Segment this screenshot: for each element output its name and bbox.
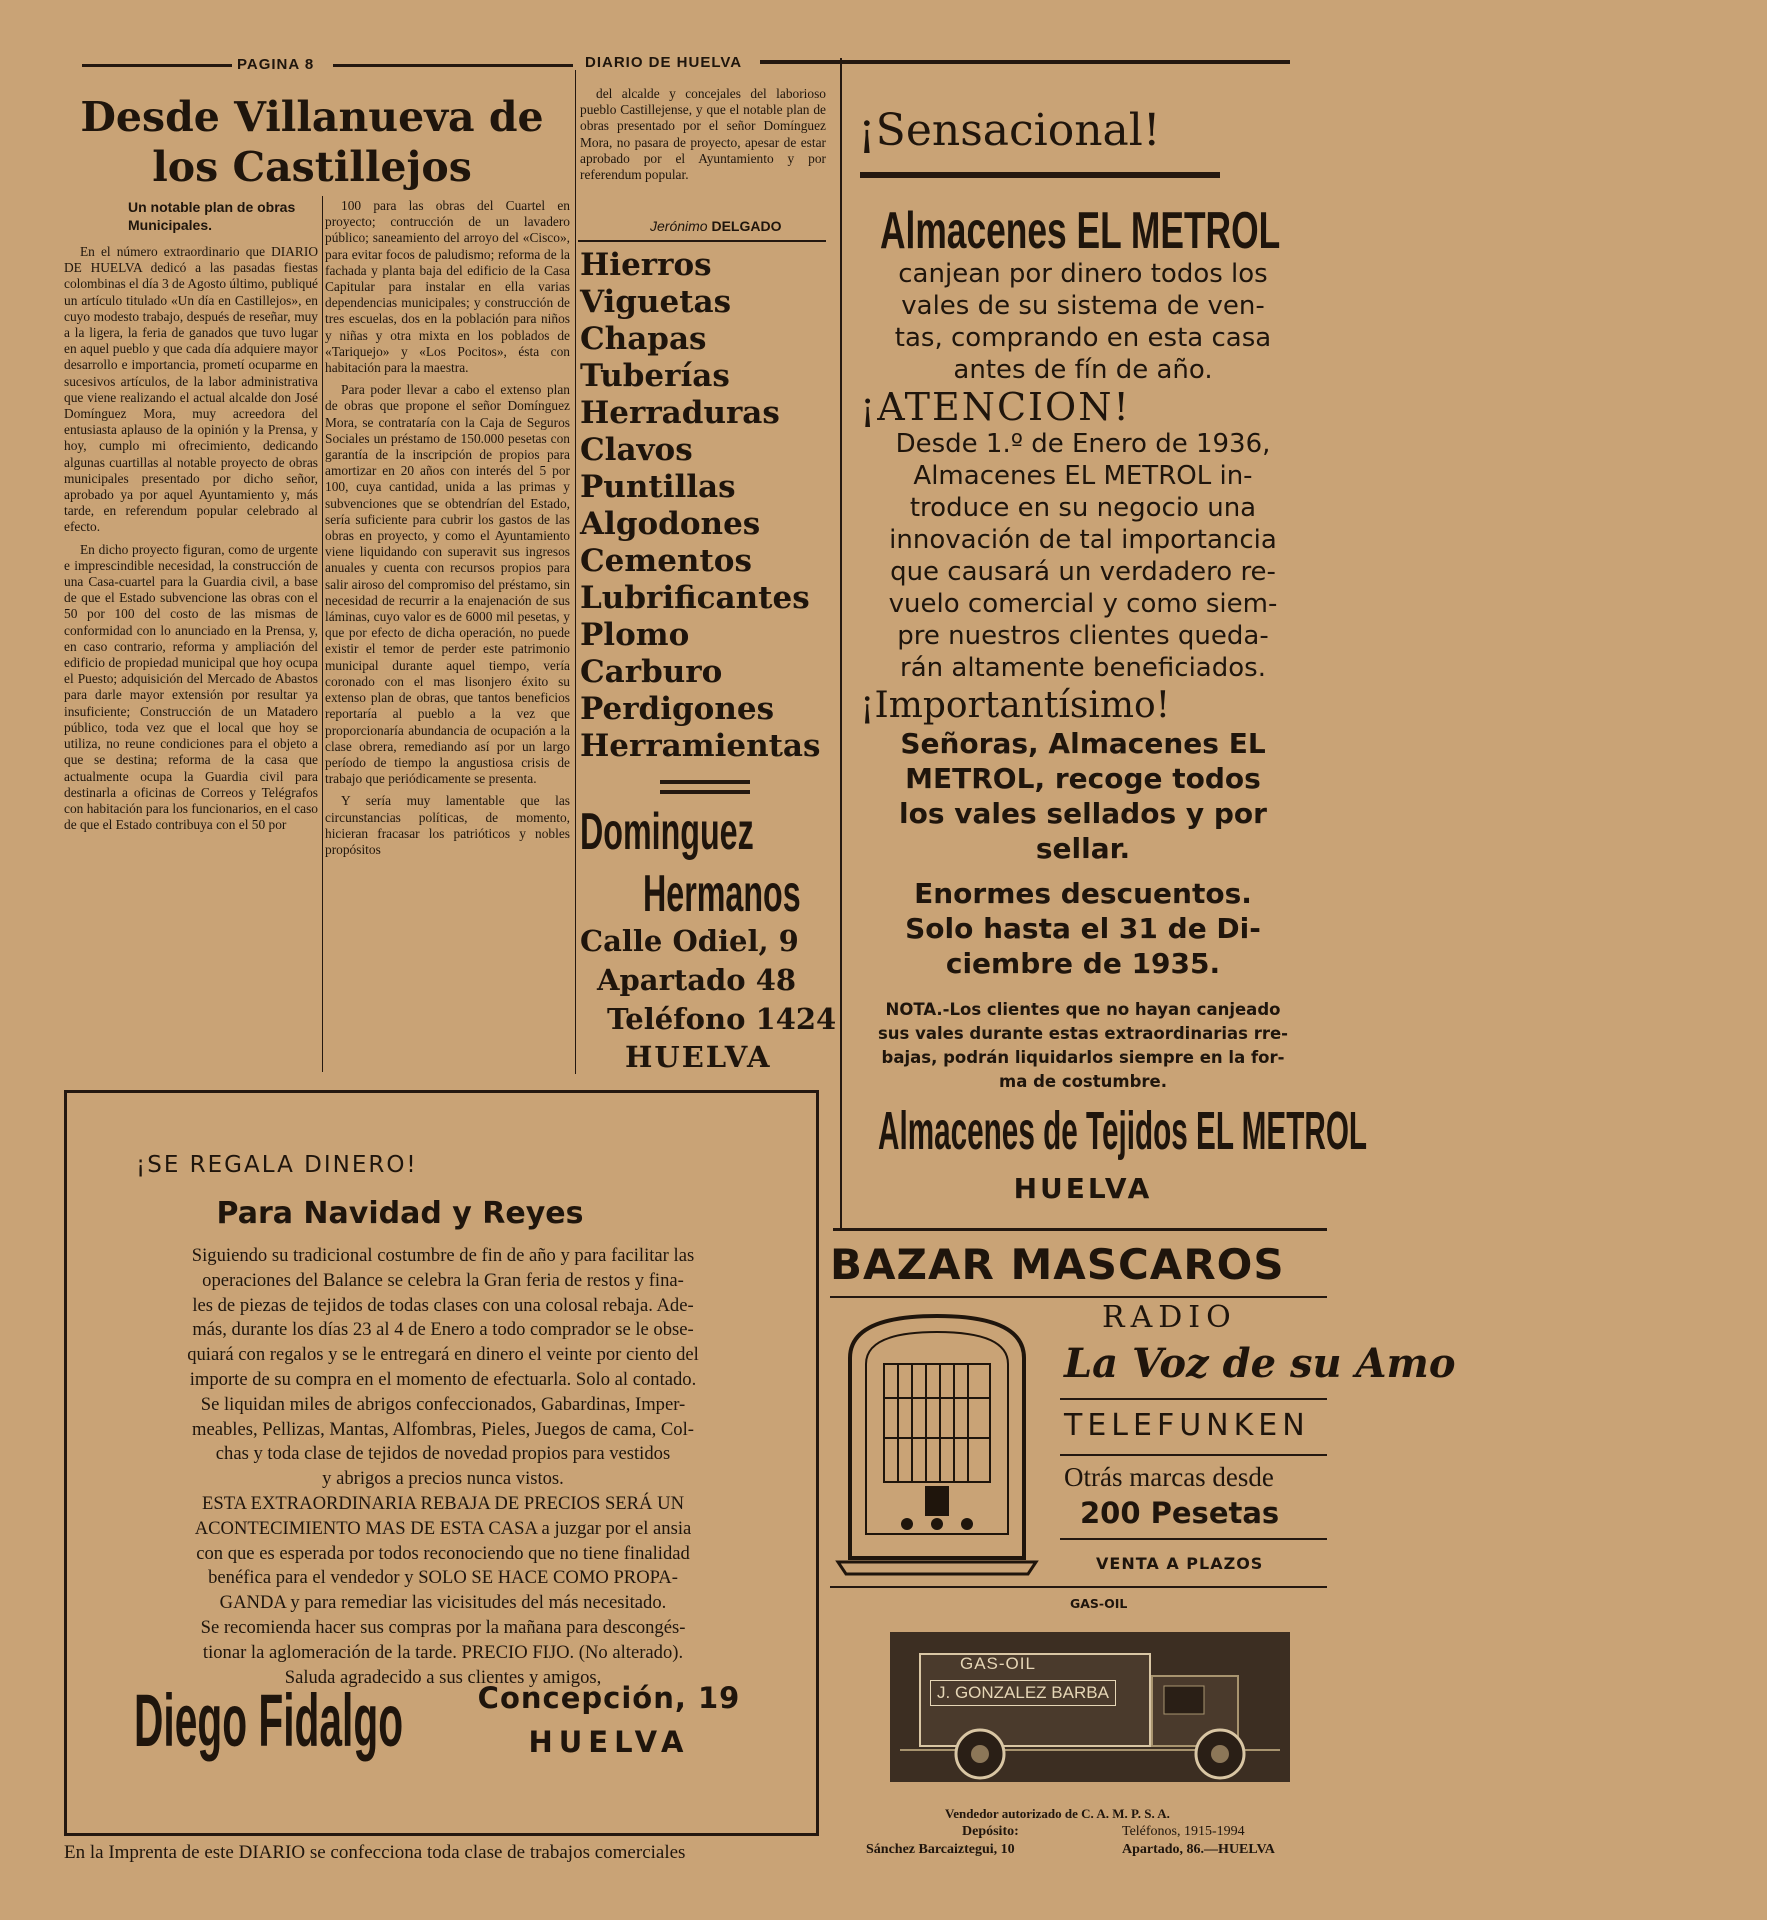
- article-paragraph: Para poder llevar a cabo el extenso plan de obras que propone el señor Domínguez Mora, se contrataría con la Caja de Seguros Sociales un préstamo de 150.000 pesetas con garantía de la inscripción de propios para amortizar en 20 años con interés del 5 por 100, cuya cantidad, unida a las primas y subvenciones que se obtendrían del Estado, sería suficiente para cubrir los gastos de las obras en proyecto, y como el Ayuntamiento viene liquidando con superavit sus ingresos anuales y cuenta con recursos propios para salir airoso del compromiso del préstamo, sin necesidad de recurrir a la enajenación de sus láminas, cuyo valor es de 6000 mil pesetas, y que por efecto de dicha operación, no puede existir el temor de perder este patrimonio municipal durante aquel tiempo, vería coronado con el mas lisonjero éxito su extenso plan de obras, que tantos beneficios reportaría al pueblo a la vez que proporcionaría abundancia de ocupación a la clase obrera, remediando así por un largo período de tiempo la angustiosa crisis de trabajo que periódicamente se presenta.: [325, 382, 570, 787]
- metrol-atencion: ¡ATENCION!: [860, 385, 1131, 429]
- bazar-bottom-rule: [830, 1586, 1327, 1588]
- hardware-item: Puntillas: [580, 469, 736, 505]
- bazar-title-rule: [830, 1296, 1327, 1298]
- metrol-atencion-line: Almacenes EL METROL in-: [913, 461, 1253, 491]
- metrol-senoras-line: Señoras, Almacenes EL: [900, 727, 1266, 760]
- regala-body-line: más, durante los días 23 al 4 de Enero a todo comprador se le obse-: [192, 1319, 694, 1341]
- regala-address-block: [454, 1676, 764, 1764]
- metrol-footer-city: HUELVA: [1013, 1172, 1153, 1205]
- column-divider-2: [575, 70, 576, 1074]
- regala-body-line: benéfica para el vendedor y SOLO SE HACE COMO PROPA-: [208, 1567, 678, 1589]
- bazar-slogan-box: [1064, 1340, 1456, 1396]
- hardware-item: Cementos: [580, 543, 752, 579]
- article-paragraph: En el número extraordinario que DIARIO DE HUELVA dedicó a las pasadas fiestas colombinas el día 3 de Agosto último, publiqué un artículo titulado «Un día en Castillejos», en cuyo modesto trabajo, después de reseñar, muy a la ligera, la feria de ganados que tuvo lugar en aquel pueblo y que cada día adquiere mayor desarrollo e importancia, prometí ocuparme en sucesivos artículos, de la labor administrativa que viene realizando el actual alcalde don José Domínguez Mora, muy acreedora del entusiasta aplauso de la opinión y la Prensa, y hoy, cumplo mi ofrecimiento, dedicando algunas cuartillas al notable proyecto de obras municipales presentado por dicho señor, aprobado ya por aquel Ayuntamiento y, más tarde, en referendum popular celebrado al efecto.: [64, 244, 318, 535]
- metrol-descuentos-line: Enormes descuentos.: [914, 877, 1252, 910]
- page-number: PAGINA 8: [237, 56, 315, 73]
- metrol-atencion-line: vuelo comercial y como siem-: [888, 589, 1278, 619]
- regala-signature-box: [134, 1676, 494, 1766]
- hardware-rule-2: [660, 790, 750, 794]
- article-title-line-1: Desde Villanueva de: [80, 93, 544, 141]
- metrol-atencion-line: que causará un verdadero re-: [890, 557, 1276, 587]
- article-column-1: [64, 244, 318, 1074]
- regala-body-line: tionar la aglomeración de la tarde. PRECIO FIJO. (No alterado).: [202, 1641, 684, 1663]
- regala-address: Concepción, 19: [477, 1681, 741, 1715]
- article-paragraph: Y sería muy lamentable que las circunstancias políticas, de momento, hicieran fracasar los patrióticos y nobles propósitos: [325, 793, 570, 857]
- metrol-descuentos: [848, 876, 1318, 981]
- hardware-company-line-1-box: [580, 802, 840, 862]
- regala-body-line: les de piezas de tejidos de todas clases con una colosal rebaja. Ade-: [192, 1294, 694, 1316]
- article-byline: [650, 218, 781, 234]
- article-paragraph: del alcalde y concejales del laborioso pueblo Castillejense, y que el notable plan de obras presentado por el señor Domínguez Mora, no pasara de proyecto, apesar de estar aprobado por el Ayuntamiento y por referendum popular.: [580, 86, 826, 183]
- hardware-item: Clavos: [580, 432, 693, 468]
- article-paragraph: En dicho proyecto figuran, como de urgente e imprescindible necesidad, la construcción de una Casa-cuartel para la Guardia civil, a base de que el Estado subvencione las obras con el 50 por 100 del costo de las mismas de conformidad con lo anunciado en la Prensa, y, en caso contrario, reforma y ampliación del edificio de propiedad municipal que hoy ocupa el Puesto; adquisición del Mercado de Abastos para darle mayor extensión por resultar ya insuficiente; Construcción de un Matadero público, toda vez que el local que hoy se utiliza, no reune condiciones para el objeto a que se destina; reforma de la casa que actualmente ocupa la Guardia civil para destinarla a oficinas de Correos y Telégrafos con habitación para los funcionarios, en el caso de que el Estado contribuya con el 50 por: [64, 541, 318, 833]
- regala-body-line: Se liquidan miles de abrigos confeccionados, Gabardinas, Imper-: [200, 1393, 686, 1415]
- hardware-item: Plomo: [580, 617, 690, 653]
- truck-sign-1: GAS-OIL: [960, 1654, 1036, 1673]
- truck-sign-2: J. GONZALEZ BARBA: [930, 1680, 1116, 1706]
- regala-headline: ¡SE REGALA DINERO!: [136, 1152, 418, 1178]
- metrol-senoras-line: sellar.: [1035, 832, 1131, 865]
- header-rule-left: [82, 64, 232, 67]
- regala-body-line: importe de su compra en el momento de efectuarla. Solo al contado.: [189, 1368, 697, 1390]
- hardware-address: Calle Odiel, 9: [580, 924, 799, 958]
- gasoil-vendor: Vendedor autorizado de C. A. M. P. S. A.: [945, 1806, 1170, 1821]
- bazar-brand-box: [1064, 1408, 1327, 1452]
- metrol-nota-line: NOTA.-Los clientes que no hayan canjeado: [885, 1000, 1281, 1019]
- regala-signature: Diego Fidalgo: [134, 1679, 404, 1762]
- metrol-nota-line: sus vales durante estas extraordinarias rre-: [877, 1024, 1289, 1043]
- article-subtitle: Un notable plan de obras Municipales.: [128, 199, 296, 233]
- hardware-company-line-2: Hermanos: [643, 865, 801, 923]
- hardware-telefono: Teléfono 1424: [607, 1002, 837, 1036]
- metrol-footer-brand-box: [878, 1098, 1368, 1164]
- bazar-radio: RADIO: [1102, 1300, 1237, 1335]
- column-divider-1: [322, 196, 323, 1072]
- metrol-senoras-line: METROL, recoge todos: [905, 762, 1261, 795]
- regala-body: [128, 1244, 758, 1690]
- article-title: [62, 92, 562, 192]
- byline-rule: [578, 240, 826, 242]
- hardware-item: Hierros: [580, 247, 712, 283]
- metrol-headline: ¡Sensacional!: [858, 105, 1161, 156]
- article-column-3: [580, 86, 826, 216]
- article-paragraph: 100 para las obras del Cuartel en proyecto; contrucción de un lavadero público; saneamiento del arroyo del «Cisco», para evitar focos de paludismo; reforma de la fachada y planta baja del edificio de la Casa Capitular para instalar en ella varias dependencias municipales; y construcción de tres escuelas, dos en la población para niños y niñas y otra mixta en los poblados de «Tariquejo» y «Los Pocitos», ésta con habitación para la maestra.: [325, 198, 570, 376]
- metrol-headline-rule: [860, 172, 1220, 178]
- metrol-descuentos-line: Solo hasta el 31 de Di-: [905, 912, 1261, 945]
- metrol-senoras: [848, 726, 1318, 866]
- metrol-atencion-body: [848, 428, 1318, 684]
- gasoil-heading: GAS-OIL: [1070, 1596, 1128, 1611]
- hardware-item: Carburo: [580, 654, 723, 690]
- regala-body-line: Saluda agradecido a sus clientes y amigos,: [284, 1666, 602, 1688]
- metrol-brand: Almacenes EL METROL: [880, 202, 1281, 260]
- metrol-senoras-line: los vales sellados y por: [899, 797, 1267, 830]
- metrol-nota: [848, 998, 1318, 1094]
- hardware-company-line-2-box: [643, 864, 843, 924]
- metrol-atencion-line: rán altamente beneficiados.: [900, 653, 1266, 683]
- gasoil-apartado: Apartado, 86.—HUELVA: [1122, 1842, 1275, 1857]
- metrol-atencion-line: troduce en su negocio una: [909, 493, 1257, 523]
- bazar-price-rule: [1060, 1538, 1327, 1540]
- metrol-footer-brand: Almacenes de Tejidos EL METROL: [878, 1101, 1368, 1161]
- metrol-atencion-line: innovación de tal importancia: [889, 525, 1277, 555]
- article-column-2: [325, 198, 570, 1074]
- metrol-intro: [848, 258, 1318, 386]
- metrol-border-bottom: [833, 1228, 1327, 1231]
- byline-first-name: Jerónimo: [650, 218, 708, 234]
- gasoil-deposito-label: Depósito:: [962, 1824, 1019, 1839]
- bazar-brand-rule: [1060, 1454, 1327, 1456]
- metrol-intro-line: vales de su sistema de ven-: [901, 291, 1265, 321]
- metrol-descuentos-line: ciembre de 1935.: [945, 947, 1221, 980]
- metrol-nota-line: bajas, podrán liquidarlos siempre en la for-: [881, 1048, 1285, 1067]
- regala-body-line: meables, Pellizas, Mantas, Alfombras, Pieles, Juegos de cama, Col-: [192, 1418, 694, 1440]
- hardware-item: Chapas: [580, 321, 707, 357]
- metrol-atencion-line: pre nuestros clientes queda-: [897, 621, 1269, 651]
- bazar-slogan: La Voz de su Amo: [1064, 1340, 1456, 1387]
- hardware-items-list: [580, 247, 830, 765]
- bazar-plazos: VENTA A PLAZOS: [1096, 1554, 1264, 1573]
- masthead: DIARIO DE HUELVA: [585, 54, 743, 71]
- hardware-item: Lubrificantes: [580, 580, 810, 616]
- bazar-otras-box: [1064, 1462, 1327, 1500]
- regala-body-line: con que es esperada por todos reconociendo que no tiene finalidad: [196, 1542, 690, 1564]
- hardware-rule-1: [660, 780, 750, 784]
- gasoil-phones: Teléfonos, 1915-1994: [1122, 1824, 1245, 1839]
- regala-body-line: y abrigos a precios nunca vistos.: [322, 1468, 564, 1490]
- regala-body-line: operaciones del Balance se celebra la Gran feria de restos y fina-: [202, 1269, 684, 1291]
- regala-city: HUELVA: [528, 1725, 690, 1759]
- regala-body-line: ESTA EXTRAORDINARIA REBAJA DE PRECIOS SERÁ UN: [202, 1492, 684, 1514]
- metrol-intro-line: tas, comprando en esta casa: [894, 323, 1272, 353]
- regala-body-line: quiará con regalos y se le entregará en dinero el veinte por ciento del: [187, 1344, 699, 1366]
- hardware-city: HUELVA: [625, 1040, 772, 1074]
- metrol-brand-box: [880, 200, 1300, 262]
- regala-body-line: ACONTECIMIENTO MAS DE ESTA CASA a juzgar por el ansia: [194, 1517, 692, 1539]
- bazar-brand: TELEFUNKEN: [1064, 1408, 1310, 1443]
- metrol-intro-line: antes de fín de año.: [953, 355, 1213, 385]
- metrol-intro-line: canjean por dinero todos los: [898, 259, 1268, 289]
- bazar-slogan-rule: [1060, 1398, 1327, 1400]
- metrol-importantisimo: ¡Importantísimo!: [860, 685, 1171, 726]
- footer-note: En la Imprenta de este DIARIO se confecciona toda clase de trabajos comerciales: [64, 1842, 686, 1863]
- byline-last-name: DELGADO: [711, 218, 782, 234]
- radio-icon: [832, 1308, 1042, 1578]
- hardware-company-line-1: Dominguez: [580, 803, 754, 861]
- regala-title: Para Navidad y Reyes: [216, 1196, 584, 1231]
- hardware-item: Herramientas: [580, 728, 821, 764]
- hardware-apartado: Apartado 48: [597, 963, 797, 997]
- hardware-item: Perdigones: [580, 691, 775, 727]
- hardware-item: Viguetas: [580, 284, 732, 320]
- truck-icon: [890, 1632, 1290, 1782]
- bazar-price: 200 Pesetas: [1080, 1496, 1280, 1530]
- regala-body-line: Se recomienda hacer sus compras por la mañana para descongés-: [200, 1616, 686, 1638]
- regala-body-line: chas y toda clase de tejidos de novedad propios para vestidos: [215, 1443, 671, 1465]
- hardware-item: Algodones: [580, 506, 761, 542]
- bazar-title: BAZAR MASCAROS: [830, 1240, 1285, 1289]
- bazar-otras: Otrás marcas desde: [1064, 1462, 1274, 1492]
- metrol-atencion-line: Desde 1.º de Enero de 1936,: [895, 429, 1271, 459]
- article-title-line-2: los Castillejos: [152, 143, 472, 191]
- metrol-border-left: [840, 58, 842, 1230]
- hardware-item: Herraduras: [580, 395, 780, 431]
- hardware-item: Tuberías: [580, 358, 730, 394]
- truck-photo: [890, 1632, 1290, 1782]
- metrol-nota-line: ma de costumbre.: [999, 1072, 1167, 1091]
- header-rule-mid: [333, 64, 573, 67]
- regala-body-line: Siguiendo su tradicional costumbre de fin de año y para facilitar las: [191, 1245, 695, 1266]
- gasoil-deposito-address: Sánchez Barcaiztegui, 10: [866, 1842, 1015, 1857]
- regala-body-line: GANDA y para remediar las vicisitudes del más necesitado.: [219, 1592, 667, 1614]
